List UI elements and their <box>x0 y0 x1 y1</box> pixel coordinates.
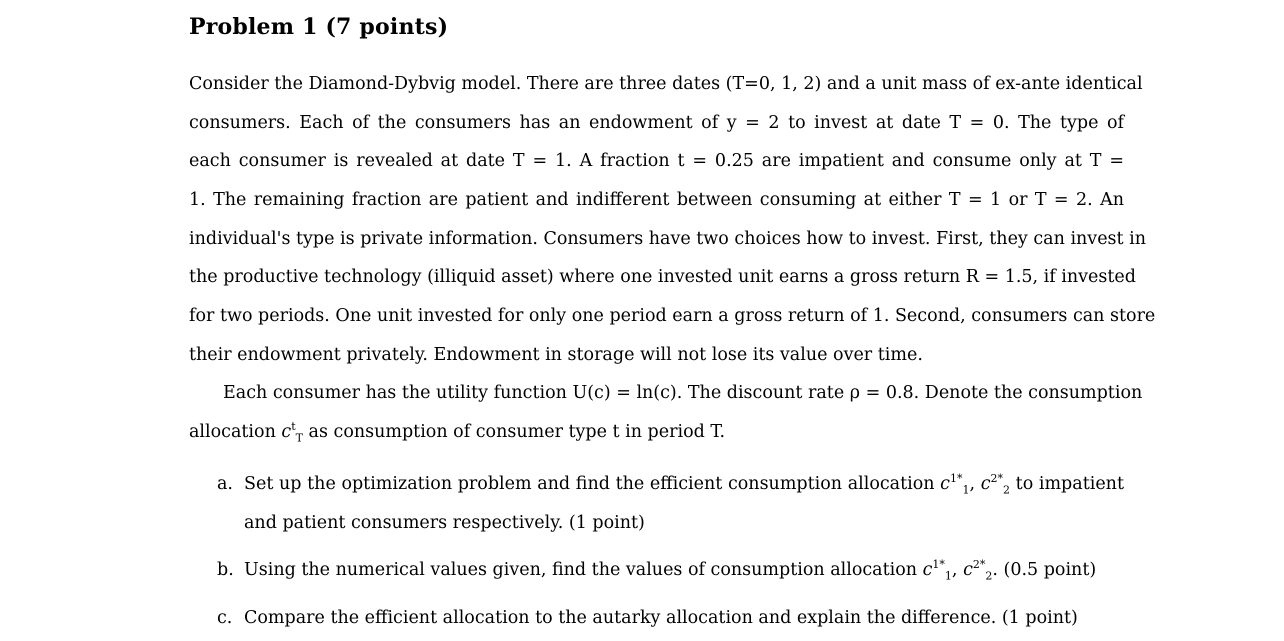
question-c-marker: c. <box>217 608 233 628</box>
question-b-line: Using the numerical values given, find the values of consumption allocation $c^{1*}_1$, $c^{2*}_2$. (0.5 point) <box>244 558 1097 583</box>
question-a-line: and patient consumers respectively. (1 point) <box>244 513 645 533</box>
paragraph-line: Consider the Diamond-Dybvig model. There are three dates (T=0, 1, 2) and a unit mass of ex-ante identical <box>189 74 1143 94</box>
problem-title: Problem 1 (7 points) <box>189 14 449 40</box>
paragraph-line: the productive technology (illiquid asset) where one invested unit earns a gross return R = 1.5, if invested <box>189 267 1136 287</box>
paragraph-line: individual's type is private information. Consumers have two choices how to invest. First, they can invest in <box>189 229 1146 249</box>
paragraph-line: consumers. Each of the consumers has an endowment of y = 2 to invest at date T = 0. The type of <box>189 113 1124 133</box>
question-b-marker: b. <box>217 560 234 580</box>
question-a-line: Set up the optimization problem and find the efficient consumption allocation $c^{1*}_1$, $c^{2*}_2$ to impatient <box>244 472 1124 497</box>
paragraph-line: each consumer is revealed at date T = 1. A fraction t = 0.25 are impatient and consume only at T = <box>189 151 1124 171</box>
paragraph-line: allocation $c^t_T$ as consumption of consumer type t in period T. <box>189 420 726 445</box>
question-c-line: Compare the efficient allocation to the autarky allocation and explain the difference. (1 point) <box>244 608 1078 628</box>
paragraph-line: for two periods. One unit invested for only one period earn a gross return of 1. Second, consumers can store <box>189 306 1156 326</box>
paragraph-line: their endowment privately. Endowment in storage will not lose its value over time. <box>189 345 923 365</box>
question-a-marker: a. <box>217 474 233 494</box>
paragraph-line: Each consumer has the utility function U(c) = ln(c). The discount rate ρ = 0.8. Denote the consumption <box>223 383 1143 403</box>
paragraph-line: 1. The remaining fraction are patient and indifferent between consuming at either T = 1 or T = 2. An <box>189 190 1124 210</box>
